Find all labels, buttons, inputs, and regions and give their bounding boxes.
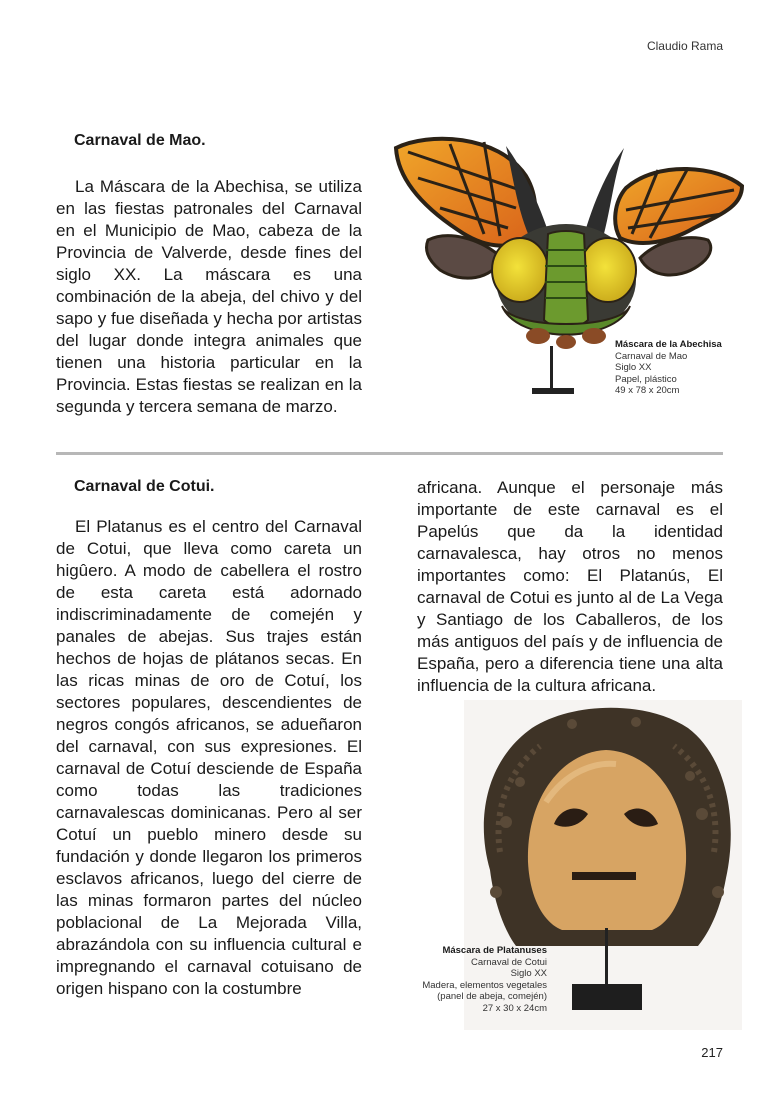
caption-line: Papel, plástico [615, 373, 677, 385]
paragraph-cotui-left: El Platanus es el centro del Carnaval de Cotui, que lleva como careta un higûero. A modo de cabellera el rostro de esta careta está adornado indiscriminadamente de comején y panales de abejas. Sus trajes están hechos de hojas de plátanos secas. En las ricas minas de oro de Cotuí, los sectores populares, descendientes de negros congós africanos, se adueñaron del carnaval, con sus expresiones. El carnaval de Cotuí desciende de España como todas las tradiciones carnavalescas dominicanas. Pero al ser Cotuí un pueblo minero desde su fundación y donde llegaron los primeros esclavos africanos, luego del cierre de las minas formaron partes del núcleo poblacional de La Mejorada Villa, abrazándola con su influencia cultural e impregnando el carnaval cotuisano de origen hispano con la costumbre [56, 517, 362, 998]
caption-line: 49 x 78 x 20cm [615, 385, 680, 396]
paragraph-mao: La Máscara de la Abechisa, se utiliza en las fiestas patronales del Carnaval en el Municipio de Mao, cabeza de la Provincia de Valverde, desde fines del siglo XX. La máscara es una combinación de la abeja, del chivo y del sapo y fue diseñada y hecha por artistas del lugar donde integra animales que tienen una historia particular en la Provincia. Estas fiestas se realizan en la segunda y tercera semana de marzo. [56, 177, 362, 416]
caption-title: Máscara de Platanuses [442, 945, 547, 956]
author-name: Claudio Rama [646, 39, 723, 53]
caption-line: (panel de abeja, comején) [437, 991, 547, 1002]
caption-line: 27 x 30 x 24cm [482, 1002, 547, 1014]
page-number: 217 [701, 1045, 723, 1060]
section-heading-cotui: Carnaval de Cotui. [74, 478, 215, 495]
caption-line: Siglo XX [615, 362, 652, 373]
caption-line: Carnaval de Mao [615, 350, 688, 362]
paragraph-cotui-right: africana. Aunque el personaje más importante de este carnaval es el Papelús que da la identidad carnavalesca, hay otros no menos importantes como: El Platanús, El carnaval de Cotui es junto al de La Vega y Santiago de los Caballeros, de los más antiguos del país y de influencia de España, pero a diferencia tiene una alta influencia de la cultura africana. [417, 478, 723, 695]
section-heading-mao: Carnaval de Mao. [74, 132, 206, 149]
caption-line: Carnaval de Cotui [470, 956, 547, 968]
caption-platanuses [400, 945, 547, 1014]
caption-line: Madera, elementos vegetales [422, 979, 547, 991]
caption-abechisa [615, 339, 722, 397]
caption-line: Siglo XX [510, 968, 547, 979]
caption-title: Máscara de la Abechisa [615, 339, 722, 350]
section-divider [56, 452, 723, 455]
